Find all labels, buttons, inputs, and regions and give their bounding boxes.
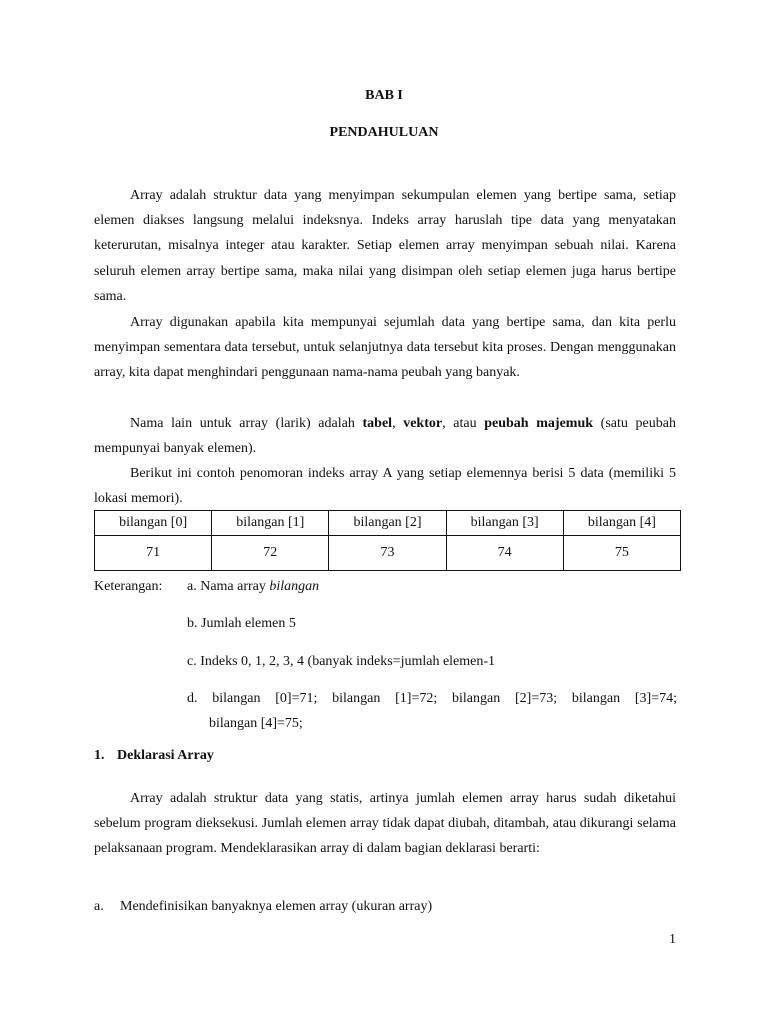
array-name-italic: bilangan bbox=[269, 579, 320, 594]
keterangan-item-a-text: a. Nama array bbox=[187, 579, 270, 594]
keterangan-item-d-line-1: d. bilangan [0]=71; bilangan [1]=72; bilangan [2]=73; bilangan [3]=74; bbox=[187, 691, 677, 706]
chapter-number: BAB I bbox=[365, 88, 403, 103]
keterangan-label: Keterangan: bbox=[94, 579, 163, 594]
paragraph-2: Array digunakan apabila kita mempunyai sejumlah data yang bertipe sama, dan kita perlu menyimpan sementara data tersebut, untuk selanjutnya data tersebut kita proses. Dengan menggunakan array, kita dapat menghindari penggunaan nama-nama peubah yang banyak. bbox=[94, 315, 676, 381]
list-item-marker: a. bbox=[94, 899, 104, 914]
paragraph-3-text-4: (satu peubah mempunyai banyak elemen). bbox=[94, 416, 676, 457]
array-header-cell: bilangan [3] bbox=[446, 511, 563, 536]
section-heading bbox=[94, 748, 214, 764]
list-item-text: Mendefinisikan banyaknya elemen array (ukuran array) bbox=[120, 899, 433, 914]
paragraph-3 bbox=[94, 411, 676, 461]
section-title: Deklarasi Array bbox=[117, 748, 214, 763]
term-tabel: tabel bbox=[362, 416, 393, 431]
section-paragraph: Array adalah struktur data yang statis, artinya jumlah elemen array harus sudah diketahui sebelum program dieksekusi. Jumlah elemen array tidak dapat diubah, ditambah, atau dikurangi selama pelaksanaan program. Mendeklarasikan array di dalam bagian deklarasi berarti: bbox=[94, 791, 676, 857]
paragraph-3-text-2: , bbox=[392, 416, 404, 431]
array-value-cell: 71 bbox=[95, 536, 212, 571]
paragraph-1: Array adalah struktur data yang menyimpan sekumpulan elemen yang bertipe sama, setiap elemen diakses langsung melalui indeksnya. Indeks array haruslah tipe data yang menyatakan keterurutan, misalnya integer atau karakter. Setiap elemen array menyimpan sebuah nilai. Karena seluruh elemen array bertipe sama, maka nilai yang disimpan oleh setiap elemen juga harus bertipe sama. bbox=[94, 188, 676, 304]
array-value-cell: 73 bbox=[329, 536, 446, 571]
keterangan-item-b: b. Jumlah elemen 5 bbox=[187, 616, 296, 631]
keterangan-item-c: c. Indeks 0, 1, 2, 3, 4 (banyak indeks=jumlah elemen-1 bbox=[187, 654, 496, 669]
array-table-value-row bbox=[95, 536, 681, 571]
paragraph-4: Berikut ini contoh penomoran indeks array A yang setiap elemennya berisi 5 data (memiliki 5 lokasi memori). bbox=[94, 466, 676, 507]
array-header-cell: bilangan [0] bbox=[95, 511, 212, 536]
section-list-item-a bbox=[94, 899, 432, 915]
array-header-cell: bilangan [4] bbox=[563, 511, 680, 536]
array-value-cell: 72 bbox=[212, 536, 329, 571]
array-header-cell: bilangan [1] bbox=[212, 511, 329, 536]
term-vektor: vektor bbox=[403, 416, 443, 431]
array-value-cell: 75 bbox=[563, 536, 680, 571]
array-value-cell: 74 bbox=[446, 536, 563, 571]
section-number: 1. bbox=[94, 748, 105, 763]
keterangan-item-d bbox=[187, 686, 677, 736]
paragraph-3-text-1: Nama lain untuk array (larik) adalah bbox=[130, 416, 363, 431]
array-table bbox=[94, 510, 681, 571]
page-number: 1 bbox=[669, 932, 676, 947]
array-header-cell: bilangan [2] bbox=[329, 511, 446, 536]
keterangan-item-d-line-2: bilangan [4]=75; bbox=[209, 716, 303, 731]
term-peubah-majemuk: peubah majemuk bbox=[484, 416, 594, 431]
chapter-title: PENDAHULUAN bbox=[329, 125, 439, 140]
keterangan-item-a bbox=[187, 574, 677, 599]
array-table-header-row bbox=[95, 511, 681, 536]
paragraph-3-text-3: , atau bbox=[442, 416, 485, 431]
